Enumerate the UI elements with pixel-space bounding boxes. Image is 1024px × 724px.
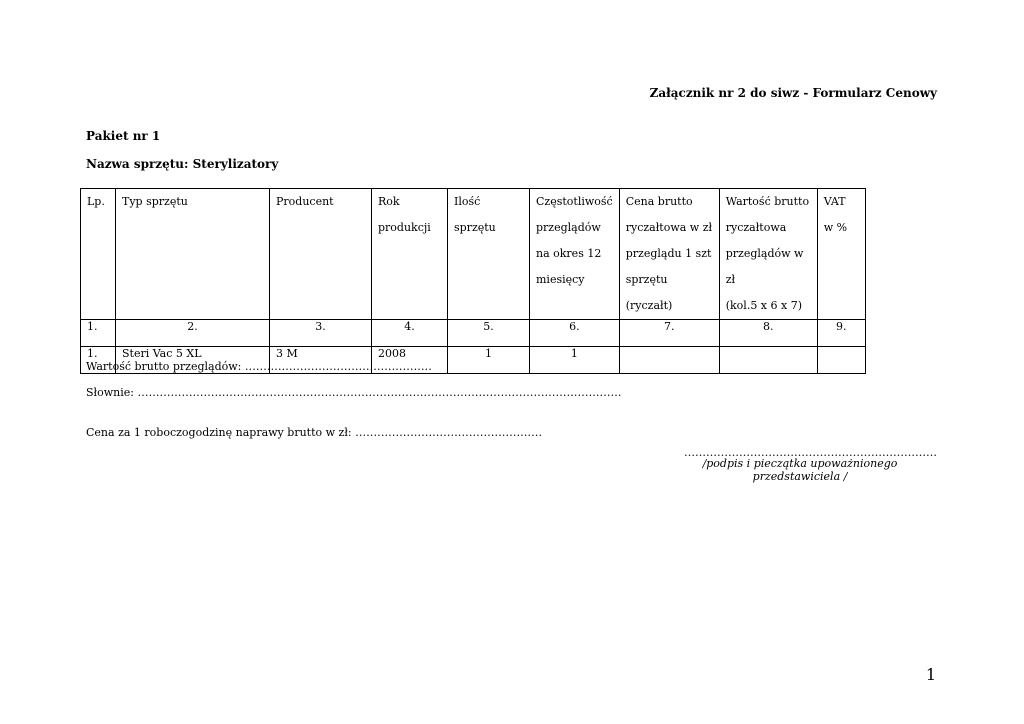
cell-type: Steri Vac 5 XL (116, 347, 270, 374)
header-cell-lp: Lp. (81, 189, 116, 320)
column-number: 3. (270, 320, 372, 347)
signature-line-2: przedstawiciela / (752, 470, 848, 483)
header-cell-frequency: Częstotliwość przeglądów na okres 12 miesięcy (530, 189, 620, 320)
package-label: Pakiet nr 1 (86, 129, 161, 143)
cell-year: 2008 (372, 347, 448, 374)
header-cell-vat: VAT w % (817, 189, 865, 320)
column-number: 8. (719, 320, 817, 347)
header-cell-unit-price: Cena brutto ryczałtowa w zł przeglądu 1 szt sprzętu (ryczałt) (619, 189, 719, 320)
signature-line-1: /podpis i pieczątka upoważnionego (702, 457, 898, 470)
cell-frequency: 1 (530, 347, 620, 374)
column-numbers-row (81, 320, 866, 347)
header-cell-producer: Producent (270, 189, 372, 320)
column-number: 6. (530, 320, 620, 347)
header-cell-type: Typ sprzętu (116, 189, 270, 320)
column-number: 2. (116, 320, 270, 347)
equipment-name: Nazwa sprzętu: Sterylizatory (86, 157, 279, 171)
gross-value-line: Wartość brutto przeglądów: …………………………………………… (86, 360, 432, 373)
column-number: 4. (372, 320, 448, 347)
header-cell-gross-value: Wartość brutto ryczałtowa przeglądów w zł (kol.5 x 6 x 7) (719, 189, 817, 320)
header-cell-quantity: Ilość sprzętu (448, 189, 530, 320)
annex-title: Załącznik nr 2 do siwz - Formularz Cenowy (649, 86, 937, 100)
table-header-row (81, 189, 866, 320)
cell-producer: 3 M (270, 347, 372, 374)
header-cell-year: Rok produkcji (372, 189, 448, 320)
price-table (80, 188, 866, 374)
signature-dots: …………………………………………………………… (684, 446, 937, 459)
column-number: 5. (448, 320, 530, 347)
cell-quantity: 1 (448, 347, 530, 374)
column-number: 1. (81, 320, 116, 347)
cell-lp: 1. (81, 347, 116, 374)
in-words-line: Słownie: …………………………………………………………………………………………………………………… (86, 386, 622, 399)
hourly-rate-line: Cena za 1 roboczogodzinę naprawy brutto w zł: …………………………………………… (86, 426, 543, 439)
cell-vat (817, 347, 865, 374)
column-number: 9. (817, 320, 865, 347)
page-number: 1 (925, 665, 936, 684)
cell-gross-value (719, 347, 817, 374)
cell-unit-price (619, 347, 719, 374)
signature-caption (700, 457, 900, 483)
column-number: 7. (619, 320, 719, 347)
